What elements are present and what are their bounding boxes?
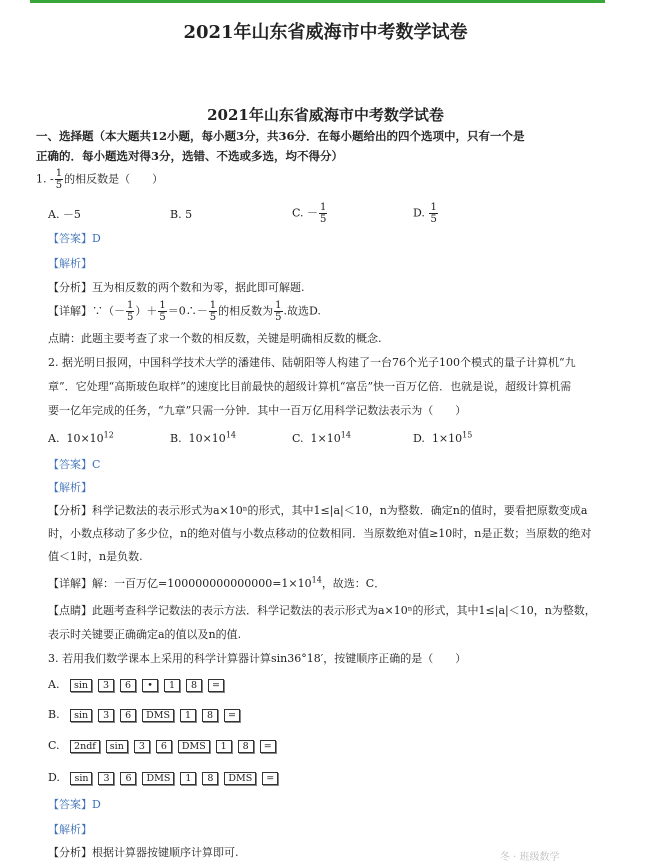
key-equals: = bbox=[262, 772, 278, 785]
key-equals: = bbox=[224, 709, 240, 722]
q1-stem-suffix: 的相反数是（ ） bbox=[64, 172, 164, 186]
document-top-title: 2021年山东省威海市中考数学试卷 bbox=[183, 22, 468, 43]
section-heading-line1: 一、选择题（本大题共12小题，每小题3分，共36分．在每小题给出的四个选项中，只有一个是 bbox=[36, 129, 525, 143]
watermark-text: 冬 · 班级数学 bbox=[500, 852, 560, 863]
key-1: 1 bbox=[164, 679, 180, 692]
q3-fenxi: 【分析】根据计算器按键顺序计算即可. bbox=[48, 846, 239, 859]
q1-option-c: C. － $\frac{1}{5}$ bbox=[292, 202, 327, 225]
q2-stem-line2: 章”．它处理“高斯玻色取样”的速度比目前最快的超级计算机“富岳”快一百万亿倍．也就是说，超级计算机需 bbox=[48, 380, 572, 393]
key-dms: DMS bbox=[142, 709, 174, 722]
q2-answer: 【答案】C bbox=[48, 458, 101, 471]
key-8: 8 bbox=[202, 709, 218, 722]
key-3: 3 bbox=[98, 709, 114, 722]
key-dms: DMS bbox=[178, 740, 210, 753]
key-dms: DMS bbox=[142, 772, 174, 785]
key-6: 6 bbox=[120, 772, 136, 785]
key-6: 6 bbox=[120, 679, 136, 692]
q3-analysis-label: 【解析】 bbox=[48, 823, 92, 836]
q1-answer: 【答案】D bbox=[48, 232, 101, 245]
q2-option-b: B. $10\times 10^{14}$ bbox=[170, 430, 236, 445]
key-1: 1 bbox=[216, 740, 232, 753]
key-1: 1 bbox=[180, 772, 196, 785]
key-3: 3 bbox=[98, 679, 114, 692]
q1-xiangjie: 【详解】∵（－ $\frac{1}{5}$ ）＋ $\frac{1}{5}$ ＝0∴－ $\frac{1}{5}$ 的相反数为 $\frac{1}{5}$ .故选D. bbox=[48, 300, 321, 323]
key-3: 3 bbox=[98, 772, 114, 785]
q2-stem-line1: 2. 据光明日报网，中国科学技术大学的潘建伟、陆朝阳等人构建了一台76个光子100个模式的量子计算机“九 bbox=[48, 356, 576, 369]
q2-xiangjie: 【详解】解：一百万亿$=100000000000000=1\times 10^{14}$，故选：C． bbox=[48, 575, 386, 590]
q1-number: 1. bbox=[36, 172, 47, 186]
q2-dianjing-line1: 【点睛】此题考查科学记数法的表示方法．科学记数法的表示形式为a×10ⁿ的形式，其中1≤|a|＜10，n为整数， bbox=[48, 604, 596, 617]
key-sin: sin bbox=[106, 740, 128, 753]
key-equals: = bbox=[260, 740, 276, 753]
q1-fenxi: 【分析】互为相反数的两个数和为零，据此即可解题. bbox=[48, 281, 305, 294]
q2-dianjing-line2: 表示时关键要正确确定a的值以及n的值. bbox=[48, 628, 242, 641]
q1-dianjing: 点睛：此题主要考查了求一个数的相反数，关键是明确相反数的概念. bbox=[48, 332, 382, 345]
q2-option-a: A. $10\times 10^{12}$ bbox=[48, 430, 114, 445]
q1-analysis-label: 【解析】 bbox=[48, 257, 92, 270]
q3-option-d: D. sin 3 6 DMS 1 8 DMS = bbox=[48, 771, 284, 785]
q2-analysis-label: 【解析】 bbox=[48, 481, 92, 494]
q2-option-c: C. $1\times 10^{14}$ bbox=[292, 430, 351, 445]
q1-fraction: $\frac{1}{5}$ bbox=[55, 168, 63, 191]
key-6: 6 bbox=[120, 709, 136, 722]
q3-option-c: C. 2ndf sin 3 6 DMS 1 8 = bbox=[48, 739, 282, 753]
key-equals: = bbox=[208, 679, 224, 692]
paper-title: 2021年山东省威海市中考数学试卷 bbox=[207, 106, 444, 124]
q3-answer: 【答案】D bbox=[48, 798, 101, 811]
key-sin: sin bbox=[70, 679, 92, 692]
key-8: 8 bbox=[186, 679, 202, 692]
q3-option-a: A. sin 3 6 • 1 8 = bbox=[48, 678, 230, 692]
key-2ndf: 2ndf bbox=[70, 740, 100, 753]
key-8: 8 bbox=[202, 772, 218, 785]
q2-stem-line3: 要一亿年完成的任务，“九章”只需一分钟．其中一百万亿用科学记数法表示为（ ） bbox=[48, 404, 467, 417]
q3-stem: 3. 若用我们数学课本上采用的科学计算器计算sin36°18′，按键顺序正确的是（ ） bbox=[48, 652, 467, 665]
key-dot: • bbox=[142, 679, 158, 692]
q1-option-b: B. 5 bbox=[170, 208, 193, 221]
q2-fenxi-line1: 【分析】科学记数法的表示形式为a×10ⁿ的形式，其中1≤|a|＜10，n为整数．确定n的值时，要看把原数变成a bbox=[48, 504, 588, 517]
key-sin: sin bbox=[70, 772, 92, 785]
q1-prefix: - bbox=[50, 172, 54, 186]
top-accent-line bbox=[30, 0, 605, 3]
q1-stem bbox=[36, 168, 163, 191]
key-3: 3 bbox=[134, 740, 150, 753]
section-heading-line2: 正确的．每小题选对得3分，选错、不选或多选，均不得分） bbox=[36, 149, 343, 163]
key-dms: DMS bbox=[224, 772, 256, 785]
q2-fenxi-line3: 值＜1时，n是负数. bbox=[48, 550, 143, 563]
key-sin: sin bbox=[70, 709, 92, 722]
key-6: 6 bbox=[156, 740, 172, 753]
q1-option-d: D. $\frac{1}{5}$ bbox=[413, 202, 437, 225]
q3-option-b: B. sin 3 6 DMS 1 8 = bbox=[48, 708, 246, 722]
key-1: 1 bbox=[180, 709, 196, 722]
q2-option-d: D. $1\times 10^{15}$ bbox=[413, 430, 473, 445]
q2-fenxi-line2: 时，小数点移动了多少位，n的绝对值与小数点移动的位数相同．当原数绝对值≥10时，n是正数；当原数的绝对 bbox=[48, 527, 592, 540]
q1-option-a: A. －5 bbox=[48, 208, 81, 221]
key-8: 8 bbox=[238, 740, 254, 753]
